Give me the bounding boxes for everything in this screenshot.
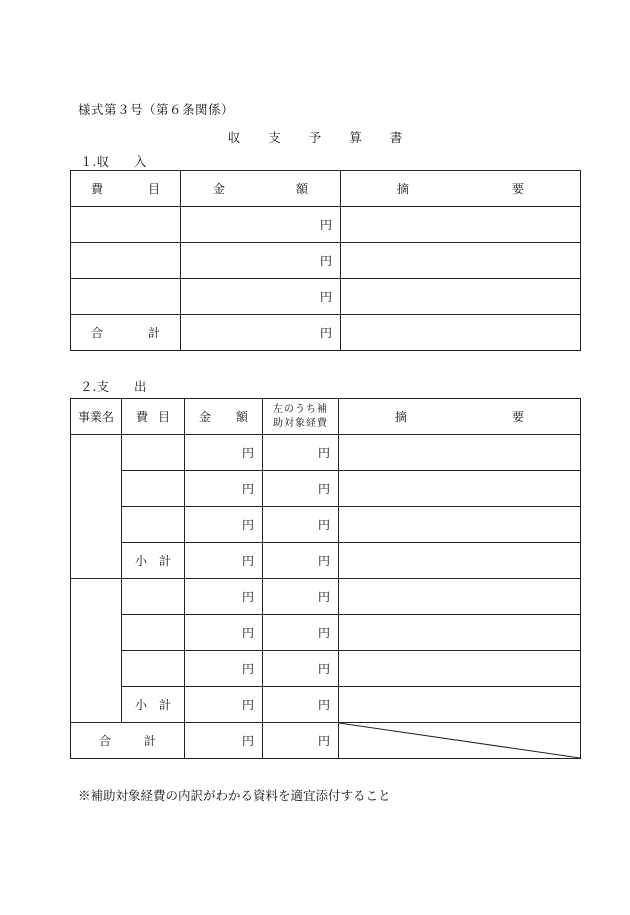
project-name-cell[interactable] bbox=[71, 435, 122, 579]
subsidy-cell[interactable]: 円 bbox=[263, 507, 339, 543]
subsidy-cell[interactable]: 円 bbox=[263, 615, 339, 651]
title-char: 収 bbox=[227, 130, 241, 145]
remarks-cell[interactable] bbox=[339, 543, 581, 579]
amount-cell[interactable]: 円 bbox=[185, 507, 263, 543]
table-row bbox=[71, 279, 581, 315]
header-subsidy: 左のうち補 助対象経費 bbox=[263, 399, 339, 435]
income-table bbox=[70, 170, 581, 351]
total-remarks-diagonal bbox=[339, 723, 581, 759]
table-row bbox=[71, 651, 581, 687]
item-cell[interactable] bbox=[122, 615, 185, 651]
amount-cell[interactable]: 円 bbox=[185, 471, 263, 507]
remarks-cell[interactable] bbox=[339, 435, 581, 471]
title-char: 書 bbox=[389, 130, 403, 145]
header-remarks: 摘 要 bbox=[341, 171, 581, 207]
header-amount: 金 額 bbox=[181, 171, 341, 207]
remarks-cell[interactable] bbox=[339, 615, 581, 651]
remarks-cell[interactable] bbox=[341, 243, 581, 279]
amount-cell[interactable]: 円 bbox=[185, 615, 263, 651]
income-header-row bbox=[71, 171, 581, 207]
remarks-cell[interactable] bbox=[339, 687, 581, 723]
remarks-cell[interactable] bbox=[339, 507, 581, 543]
subsidy-cell[interactable]: 円 bbox=[263, 435, 339, 471]
total-amount-cell[interactable]: 円 bbox=[181, 315, 341, 351]
total-remarks-cell[interactable] bbox=[341, 315, 581, 351]
table-row bbox=[71, 615, 581, 651]
amount-cell[interactable]: 円 bbox=[185, 435, 263, 471]
total-label: 合 計 bbox=[71, 723, 185, 759]
subsidy-cell[interactable]: 円 bbox=[263, 651, 339, 687]
table-row bbox=[71, 243, 581, 279]
header-item: 費 目 bbox=[122, 399, 185, 435]
header-project: 事業名 bbox=[71, 399, 122, 435]
total-amount-cell[interactable]: 円 bbox=[185, 723, 263, 759]
subsidy-cell[interactable]: 円 bbox=[263, 471, 339, 507]
amount-cell[interactable]: 円 bbox=[185, 543, 263, 579]
title-char: 算 bbox=[349, 130, 362, 145]
amount-cell[interactable]: 円 bbox=[185, 651, 263, 687]
item-cell[interactable] bbox=[122, 579, 185, 615]
subtotal-row bbox=[71, 543, 581, 579]
remarks-cell[interactable] bbox=[339, 651, 581, 687]
header-item: 費 目 bbox=[71, 171, 181, 207]
remarks-cell[interactable] bbox=[339, 471, 581, 507]
document-title bbox=[0, 128, 630, 146]
subsidy-cell[interactable]: 円 bbox=[263, 579, 339, 615]
subtotal-row bbox=[71, 687, 581, 723]
table-row bbox=[71, 471, 581, 507]
item-cell[interactable] bbox=[71, 207, 181, 243]
amount-cell[interactable]: 円 bbox=[181, 279, 341, 315]
total-subsidy-cell[interactable]: 円 bbox=[263, 723, 339, 759]
header-remarks: 摘 要 bbox=[339, 399, 581, 435]
amount-cell[interactable]: 円 bbox=[185, 687, 263, 723]
amount-cell[interactable]: 円 bbox=[181, 207, 341, 243]
project-name-cell[interactable] bbox=[71, 579, 122, 723]
subsidy-cell[interactable]: 円 bbox=[263, 687, 339, 723]
table-row bbox=[71, 207, 581, 243]
total-label: 合 計 bbox=[71, 315, 181, 351]
amount-cell[interactable]: 円 bbox=[181, 243, 341, 279]
amount-cell[interactable]: 円 bbox=[185, 579, 263, 615]
expense-header-row bbox=[71, 399, 581, 435]
income-section-label: １.収 入 bbox=[80, 154, 147, 169]
item-cell[interactable] bbox=[122, 471, 185, 507]
income-total-row bbox=[71, 315, 581, 351]
expense-total-row bbox=[71, 723, 581, 759]
subsidy-cell[interactable]: 円 bbox=[263, 543, 339, 579]
remarks-cell[interactable] bbox=[339, 579, 581, 615]
diagonal-line bbox=[339, 723, 580, 758]
table-row bbox=[71, 435, 581, 471]
header-amount: 金 額 bbox=[185, 399, 263, 435]
expense-table bbox=[70, 398, 581, 759]
item-cell[interactable] bbox=[122, 435, 185, 471]
item-cell[interactable] bbox=[122, 651, 185, 687]
table-row bbox=[71, 579, 581, 615]
attachment-note: ※補助対象経費の内訳がわかる資料を適宜添付すること bbox=[78, 788, 391, 803]
form-number: 様式第３号（第６条関係） bbox=[78, 102, 235, 117]
subtotal-label: 小 計 bbox=[122, 687, 185, 723]
title-char: 予 bbox=[308, 130, 322, 145]
remarks-cell[interactable] bbox=[341, 207, 581, 243]
table-row bbox=[71, 507, 581, 543]
expense-section-label: ２.支 出 bbox=[80, 379, 147, 394]
remarks-cell[interactable] bbox=[341, 279, 581, 315]
item-cell[interactable] bbox=[71, 279, 181, 315]
item-cell[interactable] bbox=[122, 507, 185, 543]
title-char: 支 bbox=[268, 130, 281, 145]
subtotal-label: 小 計 bbox=[122, 543, 185, 579]
item-cell[interactable] bbox=[71, 243, 181, 279]
